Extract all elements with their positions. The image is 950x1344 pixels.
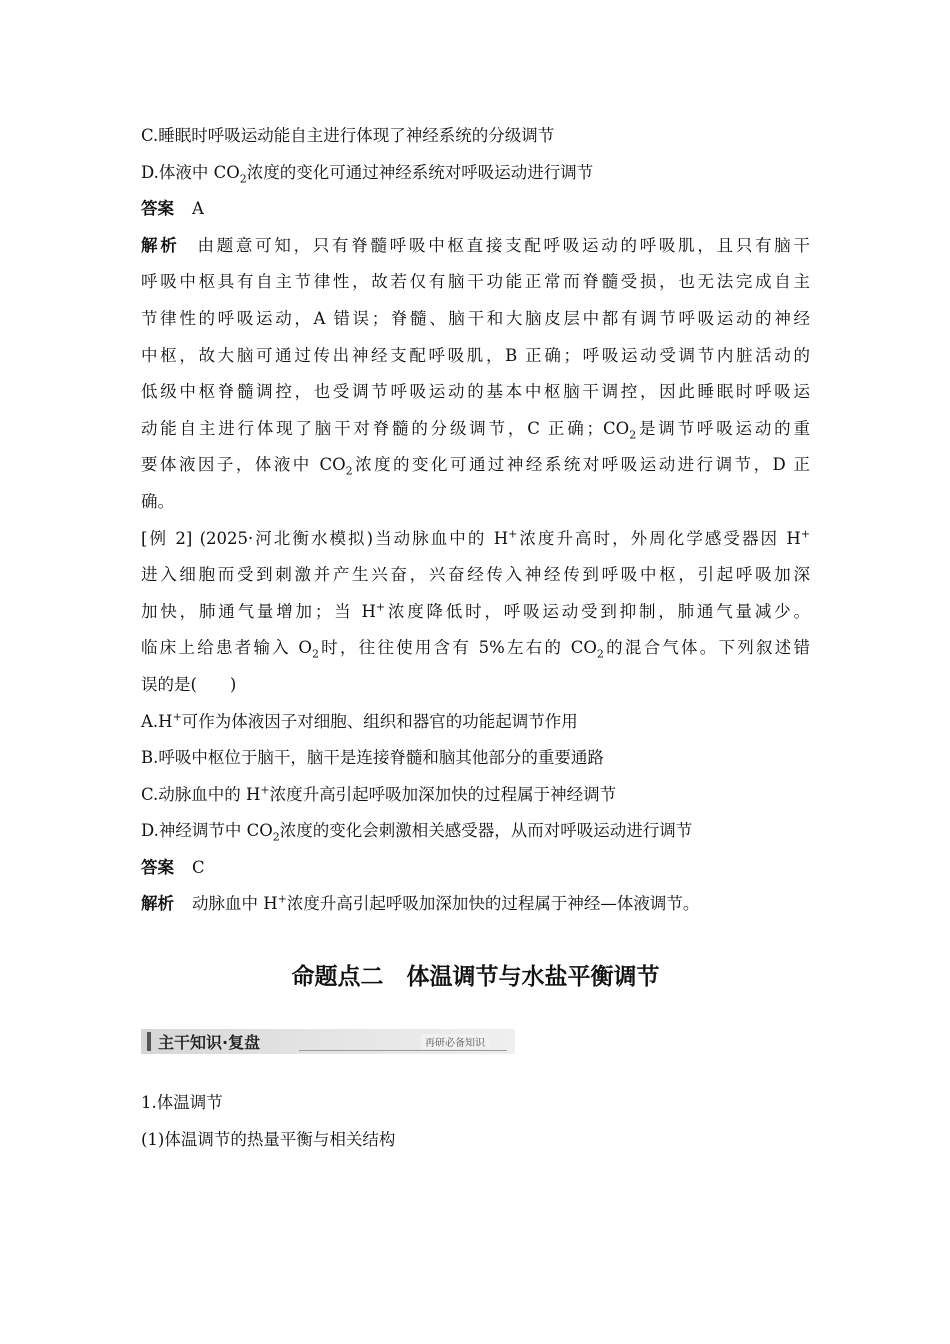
q2-option-c: C.动脉血中的 H+浓度升高引起呼吸加深加快的过程属于神经调节	[141, 783, 617, 804]
answer-value: C	[192, 857, 205, 877]
q2-answer	[141, 850, 810, 887]
section-title: 命题点二 体温调节与水盐平衡调节	[291, 964, 660, 990]
q2-option-d: D.神经调节中 $CO_2$浓度的变化会刺激相关感受器，从而对呼吸运动进行调节	[141, 821, 693, 844]
section-banner	[141, 1029, 515, 1054]
question-block	[141, 118, 810, 923]
q2-analysis: 解析 动脉血中 H+浓度升高引起呼吸加深加快的过程属于神经—体液调节。	[141, 892, 700, 914]
q1-analysis-line: 呼吸中枢具有自主节律性，故若仅有脑干功能正常而脊髓受损，也无法完成自主	[141, 272, 810, 292]
q1-analysis-line: 确。	[141, 491, 174, 511]
q1-option-d: D.体液中 $CO_2$浓度的变化可通过神经系统对呼吸运动进行调节	[141, 162, 594, 185]
q2-stem-line: 进入细胞而受到刺激并产生兴奋，兴奋经传入神经传到呼吸中枢，引起呼吸加深	[141, 565, 810, 585]
answer-value: A	[192, 199, 204, 219]
content-headings	[141, 1085, 810, 1158]
q1-analysis-line: 动能自主进行体现了脑干对脊髓的分级调节，C 正确；$CO_2$是调节呼吸运动的重	[141, 418, 810, 442]
q1-answer	[141, 191, 810, 228]
banner-divider	[299, 1050, 507, 1051]
analysis-label: 解析	[141, 235, 180, 255]
answer-label: 答案	[141, 199, 174, 219]
answer-label: 答案	[141, 857, 174, 877]
q1-analysis-line: 要体液因子，体液中 $CO_2$浓度的变化可通过神经系统对呼吸运动进行调节，D 正	[141, 455, 810, 478]
banner-title: 主干知识·复盘	[158, 1033, 261, 1052]
q1-analysis-line: 解析 由题意可知，只有脊髓呼吸中枢直接支配呼吸运动的呼吸肌，且只有脑干	[141, 235, 811, 255]
heading-1: 1.体温调节	[141, 1093, 223, 1112]
q1-analysis-line: 低级中枢脊髓调控，也受调节呼吸运动的基本中枢脑干调控，因此睡眠时呼吸运	[141, 382, 810, 402]
q2-stem-line: 临床上给患者输入 $O_2$时，往往使用含有 5%左右的 $CO_2$的混合气体。下列叙述错	[141, 638, 810, 661]
q2-option-b: B.呼吸中枢位于脑干，脑干是连接脊髓和脑其他部分的重要通路	[141, 748, 604, 768]
banner-bar-icon	[147, 1032, 151, 1051]
q1-option-c: C.睡眠时呼吸运动能自主进行体现了神经系统的分级调节	[141, 126, 555, 145]
q2-stem-line: 误的是( )	[141, 674, 237, 694]
q2-stem-line: 加快，肺通气量增加；当 H+浓度降低时，呼吸运动受到抑制，肺通气量减少。	[141, 600, 810, 621]
analysis-label: 解析	[141, 894, 174, 914]
heading-2: (1)体温调节的热量平衡与相关结构	[141, 1129, 396, 1149]
q1-analysis-line: 节律性的呼吸运动，A 错误；脊髓、脑干和大脑皮层中都有调节呼吸运动的神经	[141, 308, 810, 328]
q2-stem-line: [例 2] (2025·河北衡水模拟)当动脉血中的 H+浓度升高时，外周化学感受器因 H+	[141, 527, 810, 548]
q1-analysis-line: 中枢，故大脑可通过传出神经支配呼吸肌，B 正确；呼吸运动受调节内脏活动的	[141, 345, 810, 365]
banner-tag: 再研必备知识	[421, 1034, 489, 1049]
q2-option-a: A.H+可作为体液因子对细胞、组织和器官的功能起调节作用	[141, 710, 578, 731]
